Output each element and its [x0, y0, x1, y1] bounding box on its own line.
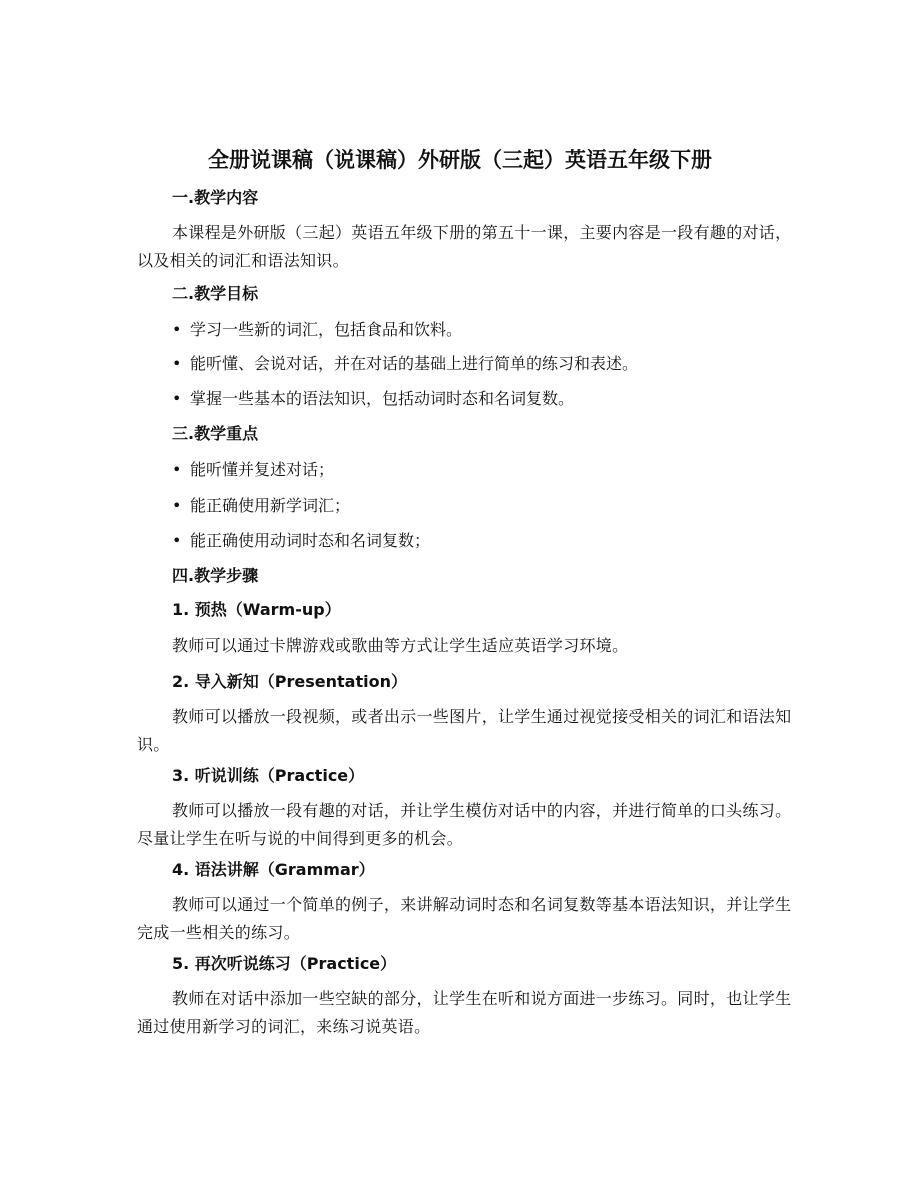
list-item: [172, 459, 334, 481]
list-item-text: 能听懂并复述对话；: [190, 460, 335, 479]
section-heading-steps: 四.教学步骤: [172, 566, 259, 585]
step-heading: 1. 预热（Warm-up）: [172, 600, 341, 619]
list-item-text: 学习一些新的词汇，包括食品和饮料。: [190, 320, 463, 339]
bullet: •: [172, 354, 182, 373]
section-heading-content: 一.教学内容: [172, 188, 259, 207]
section-heading-focus: 三.教学重点: [172, 424, 259, 443]
bullet: •: [172, 320, 182, 339]
step-paragraph: 教师在对话中添加一些空缺的部分，让学生在听和说方面进一步练习。同时，也让学生通过使用新学习的词汇，来练习说英语。: [137, 989, 792, 1036]
list-item-text: 能正确使用新学词汇；: [190, 496, 351, 515]
step-paragraph: 教师可以通过一个简单的例子，来讲解动词时态和名词复数等基本语法知识，并让学生完成一些相关的练习。: [137, 895, 792, 942]
content-paragraph: 本课程是外研版（三起）英语五年级下册的第五十一课，主要内容是一段有趣的对话，以及相关的词汇和语法知识。: [137, 223, 792, 270]
list-item-text: 能听懂、会说对话，并在对话的基础上进行简单的练习和表述。: [190, 354, 639, 373]
list-item-text: 能正确使用动词时态和名词复数；: [190, 531, 431, 550]
section-heading-goals: 二.教学目标: [172, 284, 259, 303]
step-paragraph: 教师可以播放一段有趣的对话，并让学生模仿对话中的内容，并进行简单的口头练习。尽量让学生在听与说的中间得到更多的机会。: [137, 801, 792, 848]
bullet: •: [172, 389, 182, 408]
list-item: [172, 388, 574, 410]
bullet: •: [172, 531, 182, 550]
step-heading: 5. 再次听说练习（Practice）: [172, 954, 397, 973]
step-heading: 4. 语法讲解（Grammar）: [172, 860, 375, 879]
list-item: [172, 319, 462, 341]
step-heading: 3. 听说训练（Practice）: [172, 766, 365, 785]
bullet: •: [172, 460, 182, 479]
list-item-text: 掌握一些基本的语法知识，包括动词时态和名词复数。: [190, 389, 575, 408]
list-item: [172, 530, 430, 552]
list-item: [172, 495, 350, 517]
step-heading: 2. 导入新知（Presentation）: [172, 672, 407, 691]
bullet: •: [172, 496, 182, 515]
document-title: 全册说课稿（说课稿）外研版（三起）英语五年级下册: [208, 148, 712, 172]
step-paragraph: 教师可以通过卡牌游戏或歌曲等方式让学生适应英语学习环境。: [172, 636, 629, 655]
step-paragraph: 教师可以播放一段视频，或者出示一些图片，让学生通过视觉接受相关的词汇和语法知识。: [137, 707, 792, 754]
list-item: [172, 353, 638, 375]
